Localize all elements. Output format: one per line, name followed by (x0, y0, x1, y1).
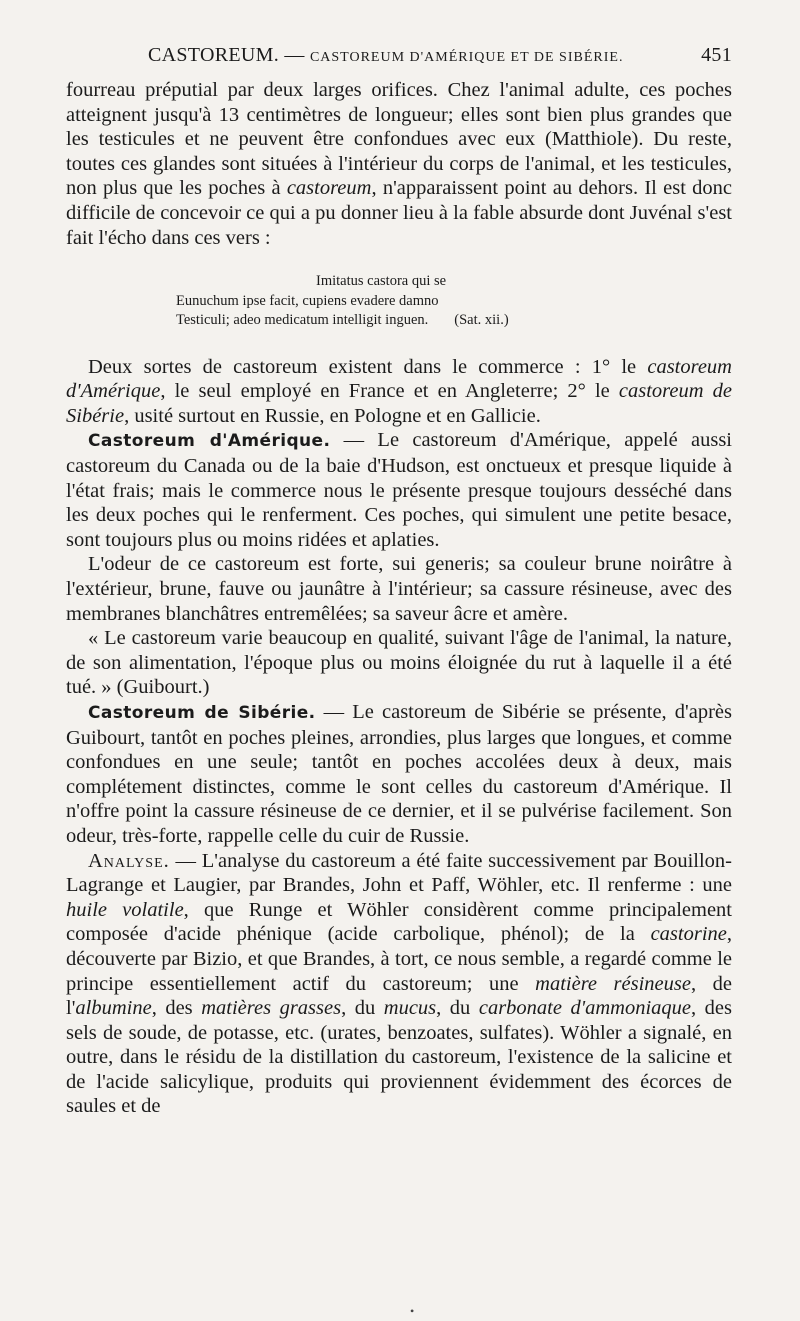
header-dash: — (284, 44, 305, 66)
sorts-text-1: Deux sortes de castoreum existent dans le commerce : 1° le (88, 355, 648, 378)
odeur-paragraph: L'odeur de ce castoreum est forte, sui generis; sa couleur brune noirâtre à l'extérieur, brune, fauve ou jaunâtre à l'intérieur; sa cassure résineuse, avec des membranes blanchâtres entremêlées; sa saveur âcre et amère. (66, 553, 732, 625)
analyse-italic-albumine: albumine (75, 997, 152, 1020)
analyse-text-7: , du (436, 997, 479, 1020)
juvenal-quote (66, 272, 732, 331)
intro-italic-castoreum: castoreum (286, 177, 372, 200)
sorts-italic-amerique: castoreum d'Amérique (66, 355, 732, 403)
siberie-paragraph (66, 700, 732, 849)
guibourt-paragraph: « Le castoreum varie beaucoup en qualité, suivant l'âge de l'animal, la nature, de son alimentation, l'époque plus ou moins éloignée du rut à laquelle il a été tué. » (Guibourt.) (66, 627, 732, 699)
analyse-text-1: — L'analyse du castoreum a été faite successivement par Bouillon-Lagrange et Laugier, par Brandes, John et Paff, Wöhler, etc. Il renferme : une (66, 849, 732, 897)
sorts-paragraph (66, 355, 732, 429)
intro-text-2: , n'apparaissent point au dehors. Il est donc difficile de concevoir ce qui a pu donner lieu à la fable absurde dont Juvénal s'est fait l'écho dans ces vers : (66, 177, 732, 249)
siberie-text: — Le castoreum de Sibérie se présente, d'après Guibourt, tantôt en poches pleines, arrondies, plus larges que longues, et comme confondues en une seule; tantôt en poches accolées deux à deux, mais complétement distinctes, comme le sont celles du castoreum d'Amérique. Il n'offre point la cassure résineuse de ce dernier, et il se pulvérise facilement. Son odeur, très-forte, rappelle celle du cuir de Russie. (66, 700, 732, 847)
quote-source: (Sat. xii.) (454, 312, 509, 329)
analyse-italic-grasses: matières grasses (201, 997, 342, 1020)
analyse-italic-castorine: castorine (650, 923, 727, 946)
header-main-title: CASTOREUM. (148, 44, 279, 66)
analyse-italic-resineuse: matière résineuse (535, 972, 691, 995)
sorts-text-2: , le seul employé en France et en Angleterre; 2° le (160, 380, 619, 403)
header-title (148, 44, 623, 67)
quote-line-3 (66, 311, 732, 331)
analyse-text-3: , découverte par Bizio, et que Brandes, à tort, ce nous semble, a regardé comme le principe essentiellement actif du castoreum; une (66, 923, 732, 995)
analyse-italic-huile: huile volatile (66, 898, 184, 921)
analyse-text-2: , que Runge et Wöhler considèrent comme principalement composée d'acide phénique (acide carbolique, phénol); de la (66, 898, 732, 946)
sorts-text-3: , usité surtout en Russie, en Pologne et en Gallicie. (124, 404, 541, 427)
amerique-heading: Castoreum d'Amérique. (88, 431, 331, 452)
analyse-italic-carbonate: carbonate d'ammoniaque (478, 997, 692, 1020)
footer-mark: • (410, 1304, 415, 1318)
amerique-text: — Le castoreum d'Amérique, appelé aussi castoreum du Canada ou de la baie d'Hudson, est onctueux et presque liquide à l'état frais; mais le commerce nous le présente presque toujours desséché dans les deux poches qui le renferment. Ces poches, qui simulent une petite besace, sont toujours plus ou moins ridées et aplaties. (66, 429, 732, 551)
analyse-text-8: , des sels de soude, de potasse, etc. (urates, benzoates, sulfates). Wöhler a signalé, en outre, dans le résidu de la distillation du castoreum, l'existence de la salicine et de l'acide salicylique, produits qui proviennent évidemment des écorces de saules et de (66, 997, 733, 1118)
analyse-text-5: , des (151, 997, 202, 1020)
analyse-label: Analyse. (88, 849, 170, 872)
page-number: 451 (701, 44, 732, 66)
analyse-italic-mucus: mucus (383, 997, 437, 1020)
header-subtitle: CASTOREUM D'AMÉRIQUE ET DE SIBÉRIE. (309, 50, 624, 65)
analyse-text-4: , de l' (66, 972, 732, 1020)
running-header (66, 44, 732, 78)
intro-text-1: fourreau préputial par deux larges orifices. Chez l'animal adulte, ces poches atteignent jusqu'à 13 centimètres de longueur; elles sont bien plus grandes que les testicules et ne peuvent être confondues avec eux (Matthiole). Du reste, toutes ces glandes sont situées à l'intérieur du corps de l'animal, et les testicules, non plus que les poches à (66, 79, 732, 200)
analyse-text-6: , du (341, 997, 384, 1020)
siberie-heading: Castoreum de Sibérie. (88, 702, 316, 723)
quote-line-2: Eunuchum ipse facit, cupiens evadere damno (176, 292, 439, 309)
quote-line-3-text: Testiculi; adeo medicatum intelligit inguen. (176, 312, 429, 329)
intro-paragraph (66, 78, 732, 250)
analyse-paragraph (66, 849, 732, 1120)
quote-line-1: Imitatus castora qui se (316, 273, 447, 290)
sorts-italic-siberie: castoreum de Sibérie (66, 380, 732, 427)
amerique-paragraph (66, 428, 732, 552)
